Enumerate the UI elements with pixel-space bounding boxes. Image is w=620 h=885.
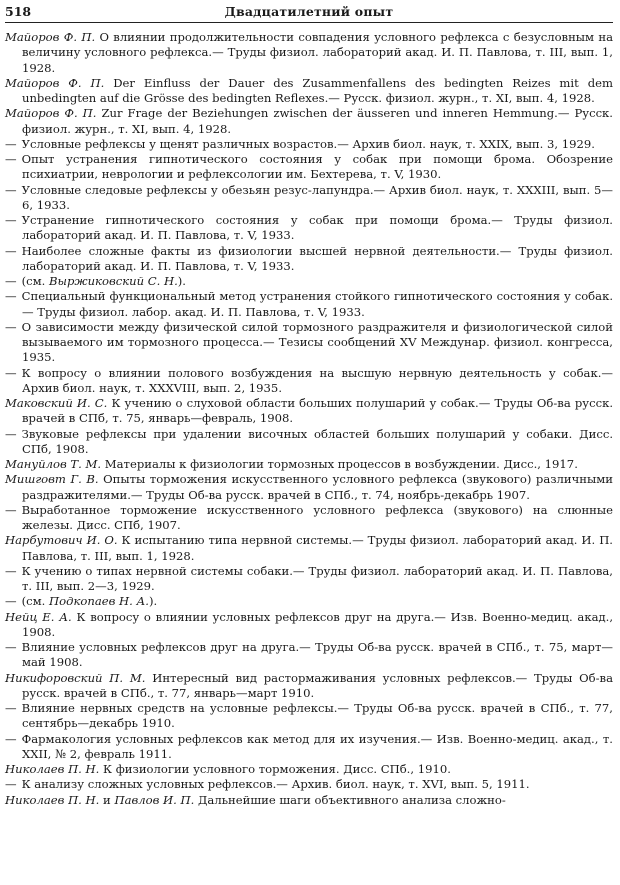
bibliography-entry	[5, 137, 613, 152]
entry-dash: —	[5, 213, 17, 227]
entry-text: Выработанное торможение искусственного условного рефлекса (звукового) на слюнные железы. Дисс. СПб, 1907.	[21, 502, 613, 532]
entry-author: Нейц Е. А.	[5, 609, 72, 624]
entry-text: Специальный функциональный метод устранения стойкого гипнотического состояния у собак.— Труды физиол. лабор. акад. И. П. Павлова, т. V, 1933.	[21, 289, 613, 319]
entry-cross-reference: Выржиковский С. Н.	[49, 274, 178, 288]
entry-author: Майоров Ф. П.	[5, 75, 105, 90]
bibliography-entry	[5, 274, 613, 289]
bibliography-entry	[5, 671, 613, 702]
entry-joiner: и	[103, 792, 111, 807]
bibliography-entry	[5, 732, 613, 763]
entry-text-tail: ).	[148, 594, 158, 609]
bibliography-entry	[5, 472, 613, 503]
entry-dash: —	[5, 365, 17, 380]
entry-dash: —	[5, 777, 17, 792]
entry-text: Влияние нервных средств на условные рефлексы.— Труды Об-ва русск. врачей в СПб., т. 77, сентябрь—декабрь 1910.	[21, 701, 613, 731]
entry-text: К физиологии условного торможения. Дисс. СПб., 1910.	[103, 762, 451, 776]
entry-text: (см.	[21, 274, 46, 288]
entry-text: Der Einfluss der Dauer des Zusammenfallens des bedingten Reizes mit dem unbedingten auf die Grösse des bedingten Reflexes.— Русск. физиол. журн., т. XI, вып. 4, 1928.	[22, 75, 613, 105]
entry-dash: —	[5, 731, 17, 746]
entry-text: Zur Frage der Beziehungen zwischen der äusseren und inneren Hemmung.— Русск. физиол. журн., т. XI, вып. 4, 1928.	[22, 106, 613, 136]
bibliography-entry	[5, 610, 613, 641]
entry-author: Мануйлов Т. М.	[5, 457, 102, 471]
entry-text: Устранение гипнотического состояния у собак при помощи брома.— Труды физиол. лабораторий акад. И. П. Павлова, т. V, 1933.	[21, 213, 613, 243]
bibliography-entry	[5, 777, 613, 792]
bibliography-entry	[5, 533, 613, 564]
bibliography-entry	[5, 503, 613, 534]
page-number: 518	[5, 4, 32, 19]
entry-text: Условные рефлексы у щенят различных возрастов.— Архив биол. наук, т. XXIX, вып. 3, 1929.	[21, 136, 595, 151]
bibliography-entry	[5, 289, 613, 320]
entry-dash: —	[5, 502, 17, 517]
entry-author: Маковский И. С.	[5, 396, 108, 410]
entry-dash: —	[5, 563, 17, 578]
entry-dash: —	[5, 289, 17, 304]
entry-text: Влияние условных рефлексов друг на друга.— Труды Об-ва русск. врачей в СПб., т. 75, март—май 1908.	[21, 640, 613, 670]
entry-dash: —	[5, 319, 17, 334]
bibliography-entry	[5, 183, 613, 214]
entry-dash: —	[5, 152, 17, 166]
bibliography-list	[5, 30, 613, 808]
entry-text: К вопросу о влиянии полового возбуждения на высшую нервную деятельность у собак.— Архив биол. наук, т. XXXVIII, вып. 2, 1935.	[21, 365, 613, 395]
entry-text: К вопросу о влиянии условных рефлексов друг на друга.— Изв. Военно-медиц. акад., 1908.	[22, 609, 614, 639]
bibliography-entry	[5, 106, 613, 137]
entry-dash: —	[5, 426, 17, 441]
bibliography-entry	[5, 320, 613, 366]
entry-dash: —	[5, 640, 17, 654]
entry-cross-reference: Подкопаев Н. А.	[49, 594, 149, 609]
bibliography-entry	[5, 594, 613, 609]
bibliography-entry	[5, 564, 613, 595]
entry-text: Дальнейшие шаги объективного анализа сложно-	[198, 792, 506, 807]
bibliography-entry	[5, 701, 613, 732]
entry-text: (см.	[21, 594, 46, 609]
entry-text: Опыты торможения искусственного условного рефлекса (звукового) различными раздражителями.— Труды Об-ва русск. врачей в СПб., т. 74, ноябрь-декабрь 1907.	[22, 472, 614, 502]
entry-text: О влиянии продолжительности совпадения условного рефлекса с безусловным на величину условного рефлекса.— Труды физиол. лабораторий акад. И. П. Павлова, т. III, вып. 1, 1928.	[22, 30, 614, 75]
bibliography-entry	[5, 244, 613, 275]
entry-author: Нарбутович И. О.	[5, 533, 118, 548]
bibliography-entry	[5, 457, 613, 472]
bibliography-entry	[5, 76, 613, 107]
entry-text: Опыт устранения гипнотического состояния у собак при помощи брома. Обозрение психиатрии, неврологии и рефлексологии им. Бехтерева, т. V, 1930.	[21, 152, 613, 182]
entry-author: Майоров Ф. П.	[5, 106, 97, 121]
bibliography-entry	[5, 366, 613, 397]
entry-dash: —	[5, 594, 17, 609]
entry-text: О зависимости между физической силой тормозного раздражителя и физиологической силой вызываемого им тормозного процесса.— Тезисы сообщений XV Междунар. физиол. конгресса, 1935.	[21, 319, 613, 365]
entry-author: Никифоровский П. М.	[5, 670, 146, 685]
entry-author: Николаев П. Н.	[5, 792, 100, 807]
entry-dash: —	[5, 182, 17, 197]
entry-text: Наиболее сложные факты из физиологии высшей нервной деятельности.— Труды физиол. лабораторий акад. И. П. Павлова, т. V, 1933.	[21, 243, 613, 273]
entry-text: Звуковые рефлексы при удалении височных областей больших полушарий у собаки. Дисс. СПб, 1908.	[21, 426, 613, 456]
entry-text: К учению о типах нервной системы собаки.— Труды физиол. лабораторий акад. И. П. Павлова, т. III, вып. 2—3, 1929.	[21, 563, 613, 593]
bibliography-entry	[5, 152, 613, 183]
bibliography-entry	[5, 793, 613, 808]
page-header	[5, 4, 613, 23]
entry-author: Николаев П. Н.	[5, 762, 100, 776]
entry-dash: —	[5, 274, 17, 288]
entry-dash: —	[5, 243, 17, 258]
entry-author: Майоров Ф. П.	[5, 30, 96, 44]
entry-dash: —	[5, 136, 17, 151]
entry-text: К учению о слуховой области больших полушарий у собак.— Труды Об-ва русск. врачей в СПб, т. 75, январь—февраль, 1908.	[22, 396, 613, 426]
entry-text: Фармакология условных рефлексов как метод для их изучения.— Изв. Военно-медиц. акад., т. XXII, № 2, февраль 1911.	[21, 731, 613, 761]
entry-text: К испытанию типа нервной системы.— Труды физиол. лабораторий акад. И. П. Павлова, т. III, вып. 1, 1928.	[22, 533, 613, 563]
entry-author: Павлов И. П.	[114, 792, 195, 807]
bibliography-entry	[5, 762, 613, 777]
bibliography-entry	[5, 30, 613, 76]
entry-author: Мишговт Г. В.	[5, 472, 99, 487]
entry-dash: —	[5, 701, 17, 715]
running-title: Двадцатилетний опыт	[224, 4, 394, 19]
bibliography-entry	[5, 213, 613, 244]
entry-text: Материалы к физиологии тормозных процессов в возбуждении. Дисс., 1917.	[104, 457, 578, 471]
entry-text: Интересный вид растормаживания условных рефлексов.— Труды Об-ва русск. врачей в СПб., т. 77, январь—март 1910.	[22, 670, 613, 700]
entry-text-tail: ).	[177, 274, 186, 288]
bibliography-entry	[5, 396, 613, 427]
bibliography-entry	[5, 427, 613, 458]
entry-text: К анализу сложных условных рефлексов.— Архив. биол. наук, т. XVI, вып. 5, 1911.	[21, 777, 530, 792]
bibliography-entry	[5, 640, 613, 671]
entry-text: Условные следовые рефлексы у обезьян резус-лапундра.— Архив биол. наук, т. XXXIII, вып. 5—6, 1933.	[21, 182, 613, 212]
